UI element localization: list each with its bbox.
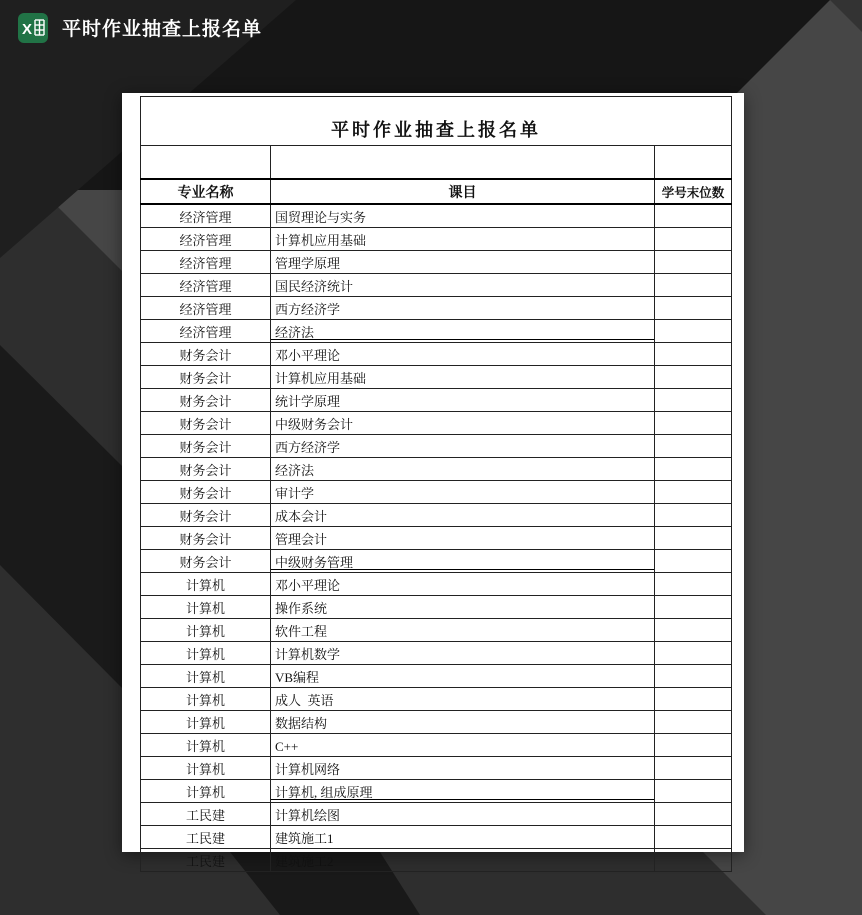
course-cell[interactable]: 计算机应用基础 — [271, 366, 655, 389]
table-row — [141, 458, 732, 481]
major-cell[interactable]: 经济管理 — [141, 251, 271, 274]
course-cell[interactable]: 管理会计 — [271, 527, 655, 550]
tail-cell[interactable] — [655, 688, 732, 711]
course-cell[interactable]: 邓小平理论 — [271, 343, 655, 366]
major-cell[interactable]: 计算机 — [141, 619, 271, 642]
course-cell[interactable]: 邓小平理论 — [271, 573, 655, 596]
major-cell[interactable]: 经济管理 — [141, 204, 271, 228]
excel-icon — [18, 13, 48, 43]
tail-cell[interactable] — [655, 435, 732, 458]
major-cell[interactable]: 财务会计 — [141, 481, 271, 504]
course-cell[interactable]: 计算机数学 — [271, 642, 655, 665]
tail-cell[interactable] — [655, 596, 732, 619]
major-cell[interactable]: 工民建 — [141, 803, 271, 826]
tail-cell[interactable] — [655, 849, 732, 872]
tail-cell[interactable] — [655, 803, 732, 826]
course-cell[interactable]: 国贸理论与实务 — [271, 204, 655, 228]
table-row — [141, 619, 732, 642]
table-row — [141, 297, 732, 320]
empty-cell[interactable] — [271, 146, 655, 180]
course-cell[interactable]: 建筑施工1 — [271, 826, 655, 849]
window-title: 平时作业抽查上报名单 — [62, 19, 263, 40]
table-row — [141, 251, 732, 274]
table-row — [141, 412, 732, 435]
course-cell[interactable]: VB编程 — [271, 665, 655, 688]
tail-cell[interactable] — [655, 642, 732, 665]
major-cell[interactable]: 工民建 — [141, 826, 271, 849]
course-cell[interactable]: 西方经济学 — [271, 297, 655, 320]
major-cell[interactable]: 财务会计 — [141, 458, 271, 481]
table-row — [141, 481, 732, 504]
tail-cell[interactable] — [655, 412, 732, 435]
course-cell[interactable]: 数据结构 — [271, 711, 655, 734]
table-row — [141, 826, 732, 849]
svg-text:X: X — [21, 20, 33, 38]
tail-cell[interactable] — [655, 366, 732, 389]
table-row — [141, 550, 732, 573]
major-cell[interactable]: 财务会计 — [141, 389, 271, 412]
table-row — [141, 504, 732, 527]
table-row — [141, 596, 732, 619]
course-cell[interactable]: 经济法 — [271, 320, 655, 343]
tail-cell[interactable] — [655, 504, 732, 527]
tail-cell[interactable] — [655, 619, 732, 642]
major-cell[interactable]: 经济管理 — [141, 297, 271, 320]
major-cell[interactable]: 计算机 — [141, 573, 271, 596]
tail-cell[interactable] — [655, 734, 732, 757]
course-cell[interactable]: 中级财务会计 — [271, 412, 655, 435]
document-page — [122, 93, 744, 869]
major-cell[interactable]: 计算机 — [141, 780, 271, 803]
course-cell[interactable]: 管理学原理 — [271, 251, 655, 274]
table-row — [141, 435, 732, 458]
tail-cell[interactable] — [655, 711, 732, 734]
course-cell[interactable]: 建筑施工2 — [271, 849, 655, 872]
table-row — [141, 389, 732, 412]
course-cell[interactable]: C++ — [271, 734, 655, 757]
table-row — [141, 665, 732, 688]
course-cell[interactable]: 统计学原理 — [271, 389, 655, 412]
major-cell[interactable]: 经济管理 — [141, 320, 271, 343]
major-cell[interactable]: 财务会计 — [141, 366, 271, 389]
major-cell[interactable]: 财务会计 — [141, 435, 271, 458]
table-row — [141, 688, 732, 711]
major-cell[interactable]: 经济管理 — [141, 228, 271, 251]
major-cell[interactable]: 计算机 — [141, 711, 271, 734]
course-cell[interactable]: 计算机应用基础 — [271, 228, 655, 251]
major-cell[interactable]: 计算机 — [141, 596, 271, 619]
major-cell[interactable]: 财务会计 — [141, 504, 271, 527]
report-table — [140, 96, 732, 872]
table-row — [141, 711, 732, 734]
course-cell[interactable]: 成人 英语 — [271, 688, 655, 711]
course-cell[interactable]: 操作系统 — [271, 596, 655, 619]
tail-cell[interactable] — [655, 274, 732, 297]
table-row — [141, 527, 732, 550]
table-spacer-row — [141, 146, 732, 180]
major-cell[interactable]: 计算机 — [141, 665, 271, 688]
major-cell[interactable]: 财务会计 — [141, 412, 271, 435]
table-row — [141, 803, 732, 826]
table-row — [141, 757, 732, 780]
course-cell[interactable]: 经济法 — [271, 458, 655, 481]
course-cell[interactable]: 西方经济学 — [271, 435, 655, 458]
major-cell[interactable]: 计算机 — [141, 734, 271, 757]
tail-cell[interactable] — [655, 573, 732, 596]
major-cell[interactable]: 计算机 — [141, 688, 271, 711]
major-cell[interactable]: 财务会计 — [141, 550, 271, 573]
tail-cell[interactable] — [655, 228, 732, 251]
table-title[interactable]: 平时作业抽查上报名单 — [141, 97, 732, 146]
tail-cell[interactable] — [655, 481, 732, 504]
course-cell[interactable]: 审计学 — [271, 481, 655, 504]
major-cell[interactable]: 计算机 — [141, 757, 271, 780]
table-row — [141, 228, 732, 251]
tail-cell[interactable] — [655, 389, 732, 412]
tail-cell[interactable] — [655, 665, 732, 688]
empty-cell[interactable] — [141, 146, 271, 180]
major-cell[interactable]: 经济管理 — [141, 274, 271, 297]
table-row — [141, 642, 732, 665]
course-cell[interactable]: 计算机绘图 — [271, 803, 655, 826]
tail-cell[interactable] — [655, 343, 732, 366]
column-header-course[interactable]: 课目 — [271, 179, 655, 204]
tail-cell[interactable] — [655, 780, 732, 803]
major-cell[interactable]: 财务会计 — [141, 527, 271, 550]
course-cell[interactable]: 成本会计 — [271, 504, 655, 527]
course-cell[interactable]: 国民经济统计 — [271, 274, 655, 297]
table-row — [141, 734, 732, 757]
tail-cell[interactable] — [655, 826, 732, 849]
empty-cell[interactable] — [655, 146, 732, 180]
tail-cell[interactable] — [655, 251, 732, 274]
major-cell[interactable]: 计算机 — [141, 642, 271, 665]
tail-cell[interactable] — [655, 527, 732, 550]
course-cell[interactable]: 软件工程 — [271, 619, 655, 642]
table-row — [141, 204, 732, 228]
table-row — [141, 849, 732, 872]
table-row — [141, 573, 732, 596]
table-row — [141, 274, 732, 297]
table-row — [141, 366, 732, 389]
tail-cell[interactable] — [655, 320, 732, 343]
taskbar — [0, 0, 862, 55]
table-title-row — [141, 97, 732, 146]
table-row — [141, 780, 732, 803]
tail-cell[interactable] — [655, 757, 732, 780]
column-header-major[interactable]: 专业名称 — [141, 179, 271, 204]
tail-cell[interactable] — [655, 297, 732, 320]
major-cell[interactable]: 工民建 — [141, 849, 271, 872]
major-cell[interactable]: 财务会计 — [141, 343, 271, 366]
course-cell[interactable]: 中级财务管理 — [271, 550, 655, 573]
tail-cell[interactable] — [655, 458, 732, 481]
course-cell[interactable]: 计算机网络 — [271, 757, 655, 780]
table-row — [141, 343, 732, 366]
column-header-tail[interactable]: 学号末位数 — [655, 179, 732, 204]
tail-cell[interactable] — [655, 550, 732, 573]
table-header-row — [141, 179, 732, 204]
tail-cell[interactable] — [655, 204, 732, 228]
table-row — [141, 320, 732, 343]
course-cell[interactable]: 计算机, 组成原理 — [271, 780, 655, 803]
